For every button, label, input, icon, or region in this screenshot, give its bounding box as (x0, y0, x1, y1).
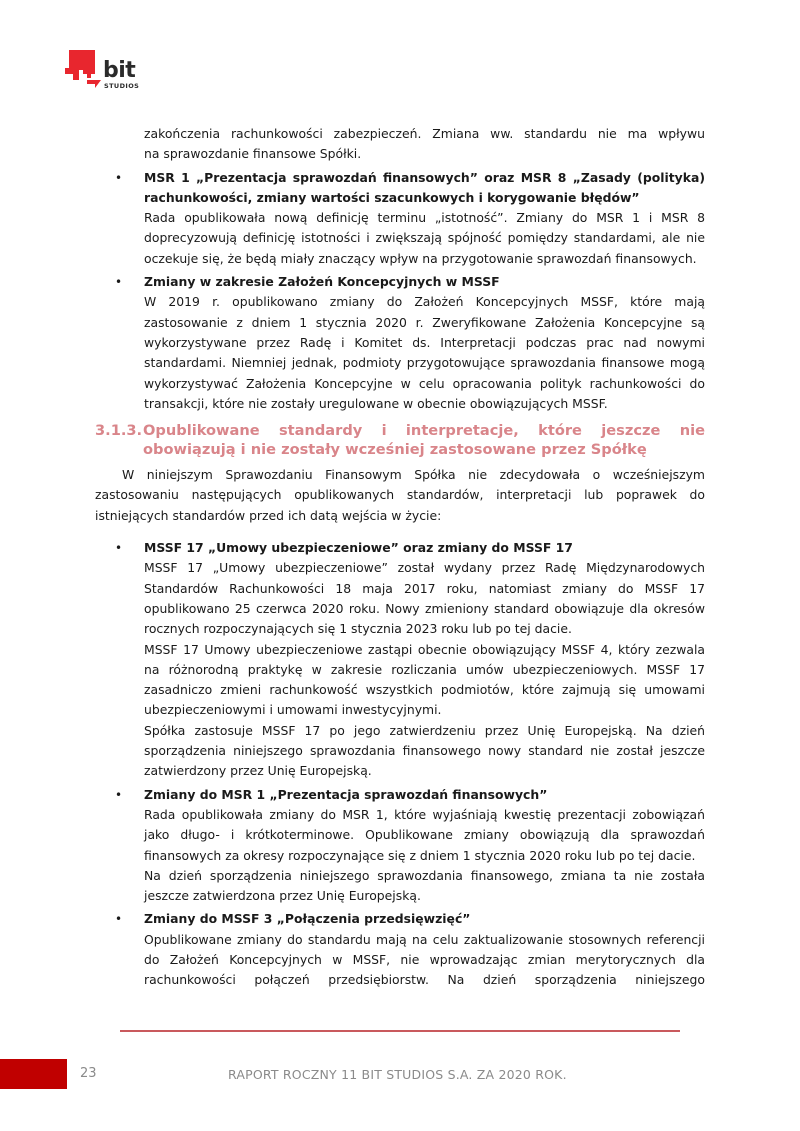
list-item-paragraph: MSSF 17 „Umowy ubezpieczeniowe” został wydany przez Radę Międzynarodowych Standardów Rachunkowości 18 maja 2017 roku, natomiast zmiany do MSSF 17 opublikowano 25 czerwca 2020 roku. Nowy zmieniony standard obowiązuje dla okresów rocznych rozpoczynających się 1 stycznia 2023 roku lub po tej dacie. (144, 560, 705, 637)
logo-wordmark: bit (103, 58, 136, 83)
list-item (95, 538, 705, 782)
footer-divider (120, 1030, 680, 1032)
list-item-paragraph: Na dzień sporządzenia niniejszego sprawozdania finansowego, zmiana ta nie została jeszcze zatwierdzona przez Unię Europejską. (144, 867, 705, 904)
list-item-title: Zmiany do MSR 1 „Prezentacja sprawozdań finansowych” (144, 786, 548, 802)
list-item-paragraph: Rada opublikowała zmiany do MSR 1, które wyjaśniają kwestię prezentacji zobowiązań jako długo- i krótkoterminowe. Opublikowane zmiany obowiązują dla sprawozdań finansowych za okresy rozpoczynające się z dniem 1 stycznia 2020 roku lub po tej dacie. (144, 806, 705, 863)
list-item-paragraph: Spółka zastosuje MSSF 17 po jego zatwierdzeniu przez Unię Europejską. Na dzień sporządzenia niniejszego sprawozdania finansowego nowy standard nie został jeszcze zatwierdzony przez Unię Europejską. (144, 722, 705, 779)
bullet-icon: • (115, 275, 123, 290)
continuation-line-2: na sprawozdanie finansowe Spółki. (144, 146, 362, 162)
continuation-line-1: zakończenia rachunkowości zabezpieczeń. Zmiana ww. standardu nie ma wpływu (144, 126, 705, 141)
page-number: 23 (80, 1066, 97, 1081)
bullet-icon: • (115, 787, 123, 802)
list-item-title: MSR 1 „Prezentacja sprawozdań finansowych” oraz MSR 8 „Zasady (polityka) rachunkowości, zmiany wartości szacunkowych i korygowanie błędów” (144, 169, 705, 205)
bullet-icon: • (115, 170, 123, 185)
list-item (95, 272, 705, 414)
11-bit-logo-icon (65, 50, 101, 90)
section-number: 3.1.3. (95, 422, 143, 440)
footer-report-title: RAPORT ROCZNY 11 BIT STUDIOS S.A. ZA 2020 ROK. (228, 1067, 567, 1082)
list-item-title: Zmiany w zakresie Założeń Koncepcyjnych w MSSF (144, 274, 500, 290)
company-logo (65, 50, 155, 95)
bullet-icon: • (115, 912, 123, 927)
list-item-title: Zmiany do MSSF 3 „Połączenia przedsięwzięć” (144, 911, 471, 927)
list-item (95, 168, 705, 269)
list-item (95, 909, 705, 990)
section-heading (95, 421, 705, 459)
section-title-line-2: obowiązują i nie zostały wcześniej zastosowane przez Spółkę (143, 441, 647, 459)
logo-subtitle: STUDIOS (104, 82, 140, 90)
footer-accent-block (0, 1059, 67, 1089)
section-title-line-1: Opublikowane standardy i interpretacje, które jeszcze nie (143, 422, 705, 440)
list-item-title: MSSF 17 „Umowy ubezpieczeniowe” oraz zmiany do MSSF 17 (144, 540, 573, 556)
document-body (95, 124, 705, 991)
bullet-icon: • (115, 541, 123, 556)
list-item (95, 785, 705, 907)
list-item-paragraph: MSSF 17 Umowy ubezpieczeniowe zastąpi obecnie obowiązujący MSSF 4, który zezwala na różnorodną praktykę w zakresie rozliczania umów ubezpieczeniowych. MSSF 17 zasadniczo zmieni rachunkowość wszystkich podmiotów, które zajmują się umowami ubezpieczeniowymi i umowami inwestycyjnymi. (144, 641, 705, 718)
section-intro: W niniejszym Sprawozdaniu Finansowym Spółka nie zdecydowała o wcześniejszym zastosowaniu następujących opublikowanych standardów, interpretacji lub poprawek do istniejących standardów przed ich datą wejścia w życie: (95, 467, 705, 523)
continuation-paragraph (95, 124, 705, 165)
list-item-paragraph: W 2019 r. opublikowano zmiany do Założeń Koncepcyjnych MSSF, które mają zastosowanie z dniem 1 stycznia 2020 r. Zweryfikowane Założenia Koncepcyjne są wykorzystywane przez Radę i Komitet ds. Interpretacji podczas prac nad nowymi standardami. Niemniej jednak, podmioty przygotowujące sprawozdania finansowe mogą wykorzystywać Założenia Koncepcyjne w celu opracowania polityk rachunkowości do transakcji, które nie zostały uregulowane w obecnie obowiązujących MSSF. (144, 294, 705, 411)
list-item-paragraph: Opublikowane zmiany do standardu mają na celu zaktualizowanie stosownych referencji do Założeń Koncepcyjnych w MSSF, nie wprowadzając zmian merytorycznych dla rachunkowości połączeń przedsiębiorstw. Na dzień sporządzenia niniejszego (144, 931, 705, 988)
list-item-paragraph: Rada opublikowała nową definicję terminu „istotność”. Zmiany do MSR 1 i MSR 8 doprecyzowują definicję istotności i zwiększają spójność pomiędzy standardami, ale nie oczekuje się, że będą miały znaczący wpływ na przygotowanie sprawozdań finansowych. (144, 210, 705, 266)
